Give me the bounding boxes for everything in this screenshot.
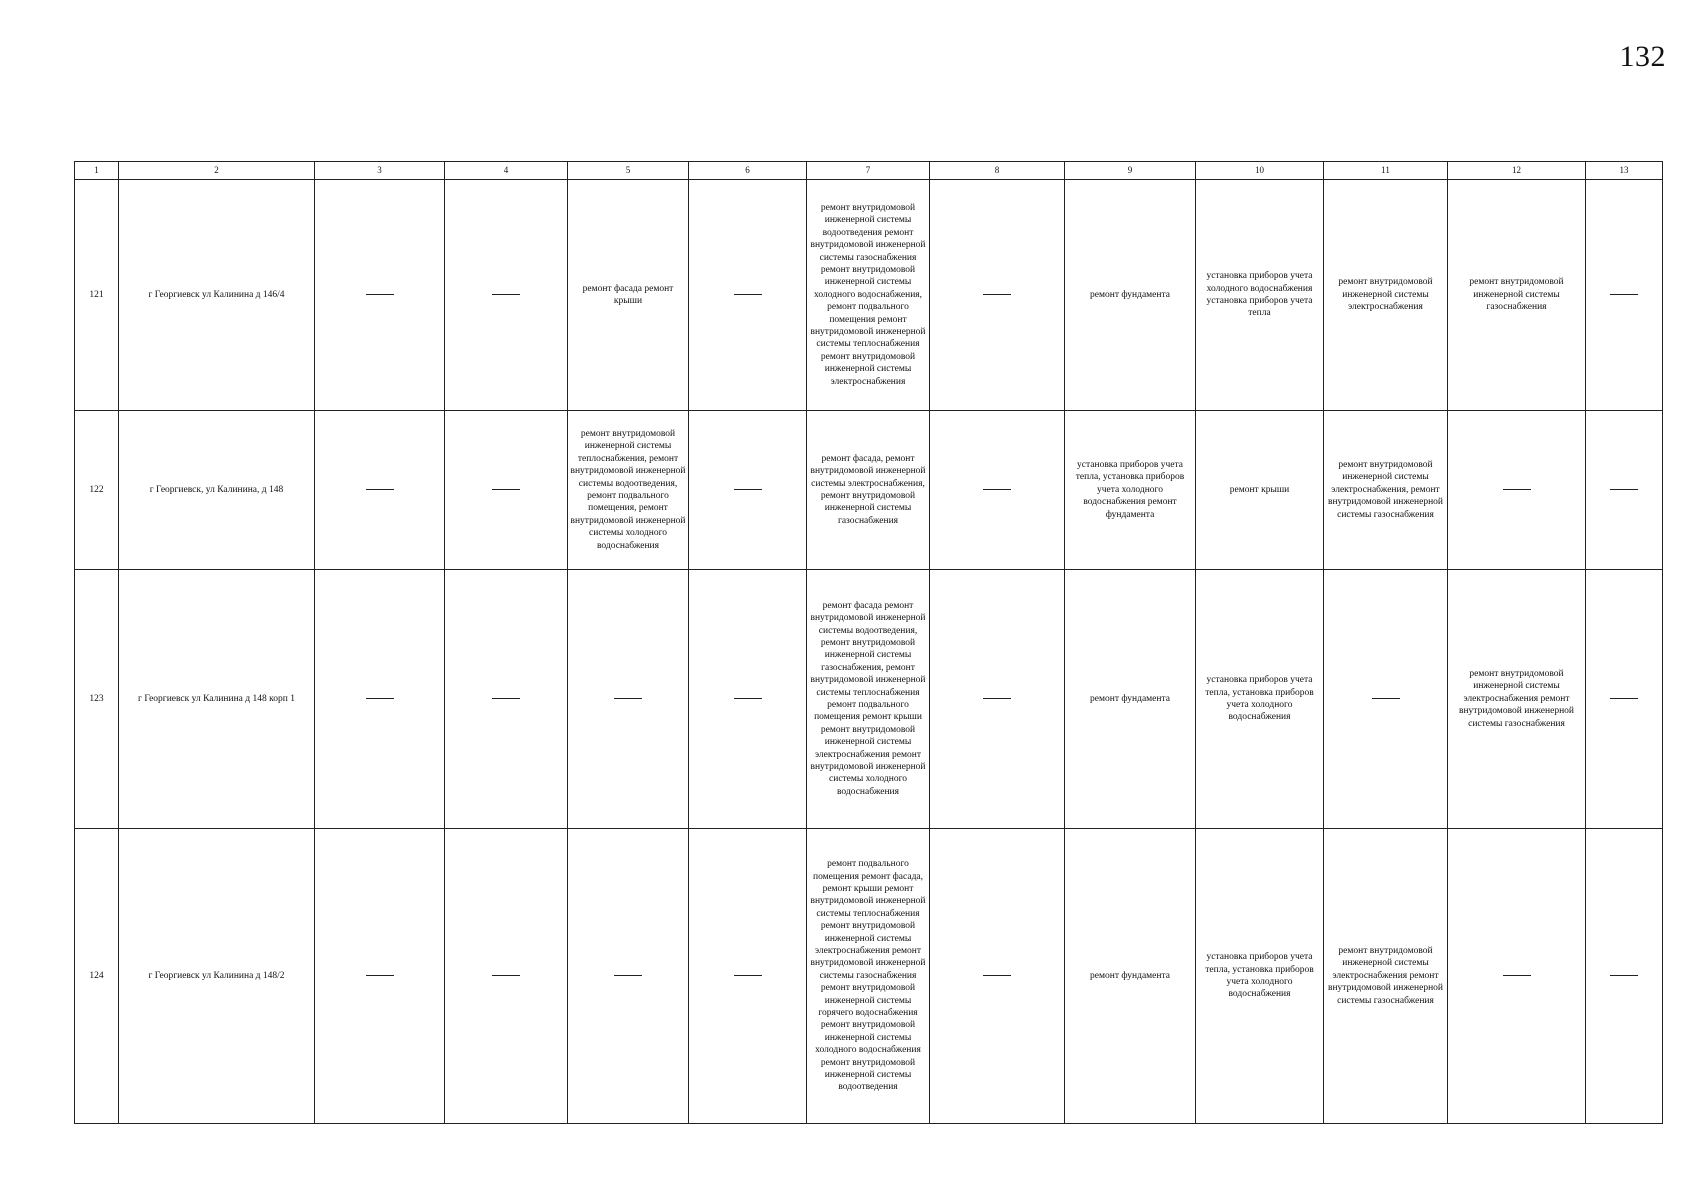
- dash-cell: [930, 411, 1065, 570]
- work-cell: ремонт фундамента: [1065, 829, 1196, 1124]
- address-cell: г Георгиевск, ул Калинина, д 148: [119, 411, 315, 570]
- work-cell: ремонт внутридомовой инженерной системы электроснабжения ремонт внутридомовой инженерной системы газоснабжения: [1324, 829, 1448, 1124]
- column-header-13: 13: [1586, 162, 1663, 180]
- work-cell: ремонт внутридомовой инженерной системы газоснабжения: [1448, 180, 1586, 411]
- dash-mark: [1503, 489, 1531, 490]
- table-row: [75, 180, 1663, 411]
- dash-cell: [1586, 411, 1663, 570]
- dash-cell: [1324, 570, 1448, 829]
- column-header-10: 10: [1196, 162, 1324, 180]
- address-cell: г Георгиевск ул Калинина д 146/4: [119, 180, 315, 411]
- dash-cell: [445, 570, 568, 829]
- row-number: 121: [75, 180, 119, 411]
- dash-cell: [1586, 829, 1663, 1124]
- dash-cell: [315, 411, 445, 570]
- dash-mark: [614, 975, 642, 976]
- dash-mark: [1503, 975, 1531, 976]
- dash-cell: [930, 180, 1065, 411]
- column-header-12: 12: [1448, 162, 1586, 180]
- dash-mark: [734, 975, 762, 976]
- dash-cell: [1448, 411, 1586, 570]
- work-cell: установка приборов учета тепла, установка приборов учета холодного водоснабжения ремонт фундамента: [1065, 411, 1196, 570]
- dash-mark: [366, 294, 394, 295]
- dash-mark: [734, 489, 762, 490]
- column-header-2: 2: [119, 162, 315, 180]
- dash-cell: [689, 180, 807, 411]
- dash-mark: [983, 294, 1011, 295]
- table-row: [75, 829, 1663, 1124]
- dash-mark: [1610, 489, 1638, 490]
- dash-mark: [734, 698, 762, 699]
- dash-cell: [315, 570, 445, 829]
- dash-mark: [1372, 698, 1400, 699]
- column-header-9: 9: [1065, 162, 1196, 180]
- page-number: 132: [1619, 40, 1666, 73]
- work-cell: ремонт внутридомовой инженерной системы электроснабжения: [1324, 180, 1448, 411]
- column-header-1: 1: [75, 162, 119, 180]
- dash-cell: [315, 829, 445, 1124]
- dash-mark: [1610, 294, 1638, 295]
- dash-cell: [445, 411, 568, 570]
- dash-cell: [315, 180, 445, 411]
- address-cell: г Георгиевск ул Калинина д 148 корп 1: [119, 570, 315, 829]
- dash-cell: [568, 829, 689, 1124]
- work-cell: ремонт внутридомовой инженерной системы водоотведения ремонт внутридомовой инженерной системы газоснабжения ремонт внутридомовой инженерной системы холодного водоснабжения, ремонт подвального помещения ремонт внутридомовой инженерной системы теплоснабжения ремонт внутридомовой инженерной системы электроснабжения: [807, 180, 930, 411]
- row-number: 123: [75, 570, 119, 829]
- dash-mark: [1610, 975, 1638, 976]
- dash-mark: [366, 975, 394, 976]
- dash-cell: [1586, 180, 1663, 411]
- dash-cell: [689, 570, 807, 829]
- dash-mark: [366, 698, 394, 699]
- column-header-6: 6: [689, 162, 807, 180]
- dash-cell: [445, 180, 568, 411]
- work-cell: ремонт фасада ремонт крыши: [568, 180, 689, 411]
- column-header-7: 7: [807, 162, 930, 180]
- dash-mark: [492, 975, 520, 976]
- work-cell: ремонт подвального помещения ремонт фасада, ремонт крыши ремонт внутридомовой инженерной системы теплоснабжения ремонт внутридомовой инженерной системы электроснабжения ремонт внутридомовой инженерной системы газоснабжения ремонт внутридомовой инженерной системы горячего водоснабжения ремонт внутридомовой инженерной системы холодного водоснабжения ремонт внутридомовой инженерной системы водоотведения: [807, 829, 930, 1124]
- work-cell: установка приборов учета тепла, установка приборов учета холодного водоснабжения: [1196, 829, 1324, 1124]
- work-cell: ремонт фундамента: [1065, 570, 1196, 829]
- dash-mark: [734, 294, 762, 295]
- dash-mark: [492, 294, 520, 295]
- column-header-4: 4: [445, 162, 568, 180]
- work-cell: ремонт внутридомовой инженерной системы электроснабжения, ремонт внутридомовой инженерной системы газоснабжения: [1324, 411, 1448, 570]
- table-row: [75, 411, 1663, 570]
- dash-cell: [1448, 829, 1586, 1124]
- repair-schedule-table: [74, 161, 1663, 1124]
- dash-cell: [1586, 570, 1663, 829]
- row-number: 124: [75, 829, 119, 1124]
- dash-mark: [492, 698, 520, 699]
- work-cell: ремонт фундамента: [1065, 180, 1196, 411]
- column-header-8: 8: [930, 162, 1065, 180]
- dash-mark: [366, 489, 394, 490]
- table-row: [75, 570, 1663, 829]
- work-cell: ремонт внутридомовой инженерной системы электроснабжения ремонт внутридомовой инженерной системы газоснабжения: [1448, 570, 1586, 829]
- dash-cell: [930, 829, 1065, 1124]
- dash-cell: [689, 411, 807, 570]
- work-cell: установка приборов учета холодного водоснабжения установка приборов учета тепла: [1196, 180, 1324, 411]
- work-cell: ремонт фасада ремонт внутридомовой инженерной системы водоотведения, ремонт внутридомовой инженерной системы газоснабжения, ремонт внутридомовой инженерной системы теплоснабжения ремонт подвального помещения ремонт крыши ремонт внутридомовой инженерной системы электроснабжения ремонт внутридомовой инженерной системы холодного водоснабжения: [807, 570, 930, 829]
- column-header-5: 5: [568, 162, 689, 180]
- row-number: 122: [75, 411, 119, 570]
- header-row: [75, 162, 1663, 180]
- work-cell: установка приборов учета тепла, установка приборов учета холодного водоснабжения: [1196, 570, 1324, 829]
- address-cell: г Георгиевск ул Калинина д 148/2: [119, 829, 315, 1124]
- work-cell: ремонт крыши: [1196, 411, 1324, 570]
- work-cell: ремонт фасада, ремонт внутридомовой инженерной системы электроснабжения, ремонт внутридомовой инженерной системы газоснабжения: [807, 411, 930, 570]
- dash-mark: [492, 489, 520, 490]
- dash-cell: [568, 570, 689, 829]
- dash-cell: [689, 829, 807, 1124]
- dash-mark: [983, 489, 1011, 490]
- work-cell: ремонт внутридомовой инженерной системы теплоснабжения, ремонт внутридомовой инженерной системы водоотведения, ремонт подвального помещения, ремонт внутридомовой инженерной системы холодного водоснабжения: [568, 411, 689, 570]
- dash-mark: [983, 975, 1011, 976]
- dash-cell: [445, 829, 568, 1124]
- column-header-11: 11: [1324, 162, 1448, 180]
- column-header-3: 3: [315, 162, 445, 180]
- dash-mark: [614, 698, 642, 699]
- dash-cell: [930, 570, 1065, 829]
- dash-mark: [983, 698, 1011, 699]
- dash-mark: [1610, 698, 1638, 699]
